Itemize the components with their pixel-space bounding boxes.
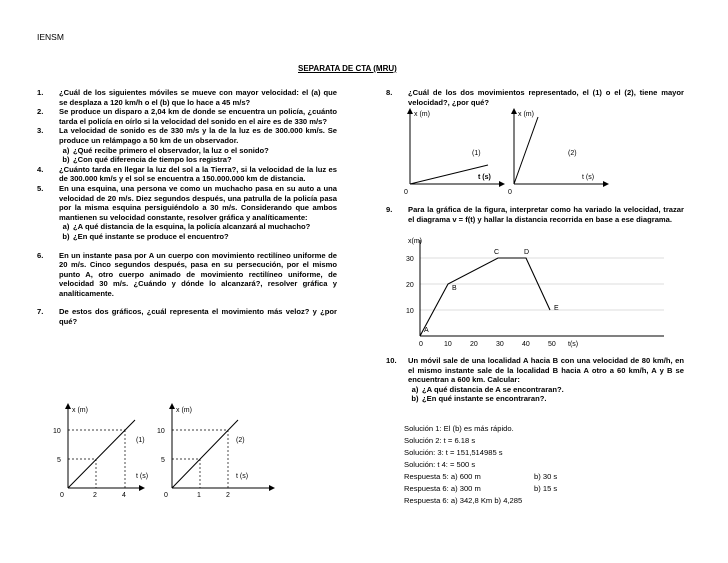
solution-text: Respuesta 6: a) 300 m (404, 484, 481, 493)
question-number: 8. (386, 88, 393, 97)
right-column-q10 (386, 356, 684, 404)
point-label: A (424, 327, 429, 334)
motion-path (420, 258, 550, 336)
tick-label: 40 (522, 341, 530, 348)
x-axis-label: t (s) (236, 473, 249, 480)
question-text: ¿Cuál de los siguientes móviles se mueve con mayor velocidad: el (a) que se desplaza a 120 km/h o el (b) que lo hace a 45 m/s? (59, 88, 337, 107)
sub-letter: b) (411, 394, 419, 404)
y-axis-label: x(m) (408, 238, 422, 245)
solution-2 (404, 435, 694, 447)
tick-label: 30 (406, 256, 414, 263)
sub-text: ¿Qué recibe primero el observador, la luz o el sonido? (73, 145, 269, 155)
question-text: Un móvil sale de una localidad A hacia B con una velocidad de 80 km/h, en el mismo instante sale de la localidad B hacia A otro a 60 km/h, A y B se encuentran a 600 km. Calcular: (408, 356, 684, 385)
sub-letter: a) (62, 222, 70, 232)
x-axis-label: t (s) (582, 174, 595, 181)
question-2 (37, 107, 337, 126)
graph-9-grid (420, 258, 664, 310)
question-number: 6. (37, 250, 44, 260)
school-name: IENSM (37, 32, 64, 42)
question-number: 9. (386, 205, 393, 214)
graph-tag: (2) (568, 150, 577, 157)
y-axis-label: x (m) (518, 111, 534, 118)
right-column-q9 (386, 205, 684, 224)
tick-label: 20 (470, 341, 478, 348)
left-column (37, 88, 337, 327)
origin-label: 0 (60, 492, 64, 498)
question-6 (37, 251, 337, 299)
motion-line-2 (514, 117, 538, 184)
graph-tag: (2) (236, 437, 245, 444)
point-label: D (524, 249, 530, 256)
solution-1 (404, 423, 694, 435)
graph-tag: (1) (136, 437, 145, 444)
sub-letter: b) (62, 231, 70, 241)
tick-label: 5 (57, 457, 61, 464)
sub-letter: a) (62, 145, 70, 155)
x-axis-label: t (s) (136, 473, 149, 480)
solution-text-b: b) 15 s (534, 484, 558, 493)
solution-text: Respuesta 6: a) 342,8 Km b) 4,285 (404, 496, 523, 505)
question-10a (386, 385, 684, 395)
question-text: ¿Cuál de los dos movimientos representado, el (1) o el (2), tiene mayor velocidad?, ¿por qué? (408, 88, 684, 107)
question-number: 3. (37, 126, 44, 136)
tick-label: 50 (548, 341, 556, 348)
question-number: 7. (37, 307, 44, 317)
tick-label: 30 (496, 341, 504, 348)
question-number: 4. (37, 164, 44, 174)
graph-7-left (53, 406, 148, 498)
origin-label: 0 (164, 492, 168, 498)
solutions-list (404, 423, 694, 507)
tick-label: 2 (226, 492, 230, 498)
sub-text: ¿A qué distancia de la esquina, la policía alcanzará al muchacho? (73, 222, 311, 232)
graph-7-right (157, 406, 272, 498)
question-3b (37, 155, 337, 165)
graph-8 (396, 107, 696, 197)
solution-7 (404, 495, 694, 507)
solution-text: Solución 2: t = 6.18 s (404, 436, 476, 445)
question-8 (386, 88, 684, 107)
tick-label: 10 (53, 428, 61, 435)
question-10b (386, 394, 684, 404)
question-4 (37, 165, 337, 184)
question-5 (37, 184, 337, 222)
origin-label: 0 (508, 189, 512, 196)
motion-line-1 (410, 165, 488, 184)
question-5b (37, 232, 337, 242)
solution-6 (404, 483, 694, 495)
question-10 (386, 356, 684, 385)
solution-text-b: b) 30 s (534, 472, 558, 481)
point-label: C (494, 249, 500, 256)
question-text: Se produce un disparo a 2,04 km de donde se encuentra un policía, ¿cuánto tarda el policía en oírlo si la velocidad del sonido en el aire es de 330 m/s? (59, 107, 337, 126)
right-column-q8 (386, 88, 684, 107)
graph-8-right (508, 111, 606, 196)
origin-label: 0 (404, 189, 408, 196)
y-axis-label: x (m) (176, 407, 192, 414)
page-title: SEPARATA DE CTA (MRU) (298, 64, 397, 73)
question-text: En un instante pasa por A un cuerpo con movimiento rectilíneo uniforme de 20 m/s. Cinco segundos después, pasa en su persecución, por el mismo punto A, otro cuerpo animado de movimiento rectilíneo uniforme, de velocidad 30 m/s. ¿Cuándo y dónde lo alcanzará?, resolver gráfica y analíticamente. (59, 250, 337, 298)
sub-text: ¿Con qué diferencia de tiempo los registra? (73, 155, 232, 165)
question-7 (37, 307, 337, 326)
question-3a (37, 146, 337, 156)
solution-5 (404, 471, 694, 483)
tick-label: 4 (122, 492, 126, 498)
solution-3 (404, 447, 694, 459)
sub-letter: b) (62, 155, 70, 165)
point-label: B (452, 285, 457, 292)
question-number: 10. (386, 356, 397, 365)
tick-label: 1 (197, 492, 201, 498)
graph-tag: (1) (472, 150, 481, 157)
question-number: 5. (37, 183, 44, 193)
tick-label: 2 (93, 492, 97, 498)
solution-text: Solución: 3: t = 151,514985 s (404, 448, 503, 457)
solution-text: Solución: t 4: = 500 s (404, 460, 476, 469)
tick-label: 10 (406, 308, 414, 315)
graph-9 (402, 234, 702, 354)
question-9 (386, 205, 684, 224)
tick-label: 10 (157, 428, 165, 435)
question-text: Para la gráfica de la figura, interpretar como ha variado la velocidad, trazar el diagrama v = f(t) y hallar la distancia recorrida en base a ese diagrama. (408, 205, 684, 224)
question-number: 1. (37, 88, 44, 97)
sub-letter: a) (411, 384, 419, 394)
x-axis-label: t (s) (478, 174, 491, 181)
question-1 (37, 88, 337, 107)
question-text: En una esquina, una persona ve como un muchacho pasa en su auto a una velocidad de 20 m/s. Diez segundos después, una patrulla de la policía pasa por la misma esquina persiguiéndolo a 30 m/s. Considerando que ambos mantienen su velocidad constante, resolver gráfica y analíticamente: (59, 183, 337, 222)
x-axis-label: t(s) (568, 341, 579, 348)
solution-4 (404, 459, 694, 471)
sub-text: ¿En qué instante se encontraran?. (422, 394, 547, 404)
graph-7 (50, 400, 300, 498)
sub-text: ¿En qué instante se produce el encuentro? (73, 231, 229, 241)
question-text: De estos dos gráficos, ¿cuál representa el movimiento más veloz? y ¿por qué? (59, 307, 337, 327)
y-axis-label: x (m) (414, 111, 430, 118)
solution-text: Solución 1: El (b) es más rápido. (404, 424, 514, 433)
tick-label: 10 (444, 341, 452, 348)
y-axis-label: x (m) (72, 407, 88, 414)
question-5a (37, 222, 337, 232)
question-3 (37, 126, 337, 145)
question-text: La velocidad de sonido es de 330 m/s y la de la luz es de 300.000 km/s. Se produce un relámpago a 50 km de un observador. (59, 126, 337, 145)
question-text: ¿Cuánto tarda en llegar la luz del sol a la Tierra?, si la velocidad de la luz es de 300.000 km/s y el sol se encuentra a 150.000.000 km de distancia. (59, 164, 337, 184)
graph-8-left (404, 111, 502, 196)
tick-label: 5 (161, 457, 165, 464)
tick-label: 0 (419, 341, 423, 348)
point-label: E (554, 305, 559, 312)
solution-text: Respuesta 5: a) 600 m (404, 472, 481, 481)
tick-label: 20 (406, 282, 414, 289)
sub-text: ¿A qué distancia de A se encontraran?. (422, 384, 564, 394)
question-number: 2. (37, 107, 44, 117)
